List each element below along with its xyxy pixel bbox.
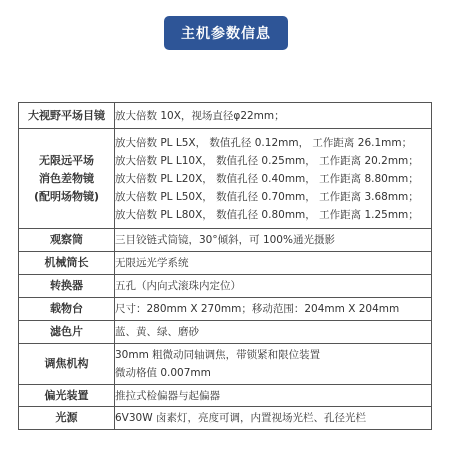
- table-row: [19, 229, 432, 252]
- table-row: [19, 103, 432, 129]
- table-row: [19, 275, 432, 298]
- row-label: 调焦机构: [19, 344, 115, 385]
- row-value: 五孔（内向式滚珠内定位）: [115, 275, 432, 298]
- row-label: 载物台: [19, 298, 115, 321]
- row-value: 无限远光学系统: [115, 252, 432, 275]
- table-row: [19, 344, 432, 385]
- row-value: 30mm 粗微动同轴调焦，带锁紧和限位装置 微动格值 0.007mm: [115, 344, 432, 385]
- row-label: 无限远平场 消色差物镜 (配明场物镜): [19, 129, 115, 229]
- row-value: 蓝、黄、绿、磨砂: [115, 321, 432, 344]
- row-value: 6V30W 卤素灯，亮度可调，内置视场光栏、孔径光栏: [115, 407, 432, 430]
- row-label: 光源: [19, 407, 115, 430]
- row-label: 机械筒长: [19, 252, 115, 275]
- row-value: 三目铰链式筒镜，30°倾斜，可 100%通光摄影: [115, 229, 432, 252]
- row-value: 放大倍数 PL L5X， 数值孔径 0.12mm， 工作距离 26.1mm； 放大倍数 PL L10X， 数值孔径 0.25mm， 工作距离 20.2mm； 放大倍数 PL L20X， 数值孔径 0.40mm， 工作距离 8.80mm； 放大倍数 PL L50X， 数值孔径 0.70mm， 工作距离 3.68mm； 放大倍数 PL L80X， 数值孔径 0.80mm， 工作距离 1.25mm；: [115, 129, 432, 229]
- row-label: 大视野平场目镜: [19, 103, 115, 129]
- table-row: [19, 407, 432, 430]
- spec-table: [18, 102, 432, 430]
- row-value: 放大倍数 10X，视场直径φ22mm；: [115, 103, 432, 129]
- row-label: 滤色片: [19, 321, 115, 344]
- page-title: 主机参数信息: [181, 26, 271, 42]
- row-label: 转换器: [19, 275, 115, 298]
- table-row: [19, 252, 432, 275]
- table-row: [19, 298, 432, 321]
- page-title-badge: [164, 16, 288, 50]
- row-label: 偏光装置: [19, 385, 115, 407]
- row-value: 尺寸：280mm X 270mm；移动范围：204mm X 204mm: [115, 298, 432, 321]
- row-value: 推拉式检偏器与起偏器: [115, 385, 432, 407]
- row-label: 观察筒: [19, 229, 115, 252]
- table-row: [19, 385, 432, 407]
- table-row: [19, 321, 432, 344]
- table-row: [19, 129, 432, 229]
